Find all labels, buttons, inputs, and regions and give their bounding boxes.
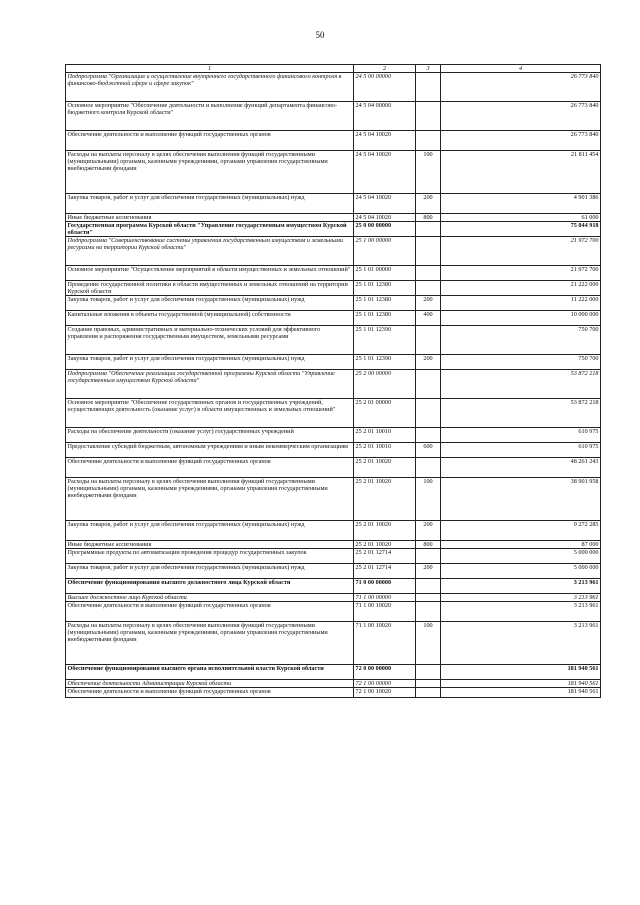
row-code-cell: 25 1 01 00000 — [354, 266, 416, 281]
row-code-cell: 71 0 00 00000 — [354, 579, 416, 594]
row-code-cell: 25 1 00 00000 — [354, 237, 416, 266]
row-expense-type-cell — [416, 399, 441, 428]
row-code-cell: 25 1 01 12390 — [354, 355, 416, 370]
row-code-cell: 25 2 01 10010 — [354, 428, 416, 443]
row-expense-type-cell: 200 — [416, 194, 441, 214]
table-row — [66, 102, 601, 131]
row-amount-cell: 26 773 840 — [441, 102, 601, 131]
table-row — [66, 222, 601, 237]
row-amount-cell: 610 975 — [441, 443, 601, 458]
row-amount-cell: 3 213 961 — [441, 594, 601, 602]
row-amount-cell: 21 972 700 — [441, 266, 601, 281]
row-amount-cell: 11 222 000 — [441, 296, 601, 311]
row-name-cell: Программные продукты по автоматизации проведения процедур государственных закупок — [66, 549, 354, 564]
row-amount-cell: 53 872 218 — [441, 370, 601, 399]
row-amount-cell: 5 000 000 — [441, 549, 601, 564]
row-amount-cell: 3 213 961 — [441, 579, 601, 594]
row-name-cell: Предоставление субсидий бюджетным, автономным учреждениям и иным некоммерческим организациям — [66, 443, 354, 458]
row-expense-type-cell — [416, 688, 441, 698]
row-expense-type-cell — [416, 602, 441, 622]
table-row — [66, 458, 601, 478]
row-code-cell: 24 5 04 10020 — [354, 131, 416, 151]
row-name-cell: Подпрограмма "Совершенствование системы управления государственным имуществом и земельными ресурсами на территории Курской области" — [66, 237, 354, 266]
row-name-cell: Основное мероприятие "Осуществление мероприятий в области имущественных и земельных отношений" — [66, 266, 354, 281]
row-amount-cell: 53 872 218 — [441, 399, 601, 428]
row-expense-type-cell: 200 — [416, 564, 441, 579]
row-name-cell: Обеспечение деятельности и выполнение функций государственных органов — [66, 131, 354, 151]
table-row — [66, 579, 601, 594]
row-name-cell: Подпрограмма "Обеспечение реализации государственной программы Курской области "Управление государственным имуществом Курской области" — [66, 370, 354, 399]
row-expense-type-cell — [416, 73, 441, 102]
row-expense-type-cell — [416, 326, 441, 355]
row-code-cell: 25 1 01 12380 — [354, 281, 416, 296]
row-amount-cell: 38 901 958 — [441, 478, 601, 521]
table-row — [66, 237, 601, 266]
row-name-cell: Расходы на выплаты персоналу в целях обеспечения выполнения функций государственными (муниципальными) органами, казенными учреждениями, органами управления государственными внебюджетными фондами — [66, 151, 354, 194]
row-code-cell: 24 5 04 10020 — [354, 151, 416, 194]
page-number: 50 — [315, 30, 325, 40]
row-amount-cell: 87 000 — [441, 541, 601, 549]
row-name-cell: Основное мероприятие "Обеспечение деятельности и выполнение функций департамента финансово-бюджетного контроля Курской области" — [66, 102, 354, 131]
row-name-cell: Проведение государственной политики в области имущественных и земельных отношений на территории Курской области — [66, 281, 354, 296]
row-name-cell: Обеспечение деятельности и выполнение функций государственных органов — [66, 602, 354, 622]
row-name-cell: Обеспечение деятельности и выполнение функций государственных органов — [66, 458, 354, 478]
row-expense-type-cell: 200 — [416, 296, 441, 311]
row-amount-cell: 3 213 961 — [441, 622, 601, 665]
row-expense-type-cell: 200 — [416, 355, 441, 370]
row-name-cell: Расходы на выплаты персоналу в целях обеспечения выполнения функций государственными (муниципальными) органами, казенными учреждениями, органами управления государственными внебюджетными фондами — [66, 478, 354, 521]
row-expense-type-cell — [416, 680, 441, 688]
table-row — [66, 326, 601, 355]
table-row — [66, 443, 601, 458]
row-amount-cell: 21 972 700 — [441, 237, 601, 266]
row-name-cell: Подпрограмма "Организация и осуществление внутреннего государственного финансового контроля в финансово-бюджетной сфере и сфере закупок" — [66, 73, 354, 102]
row-expense-type-cell — [416, 370, 441, 399]
row-code-cell: 25 2 01 10020 — [354, 478, 416, 521]
table-row — [66, 355, 601, 370]
row-code-cell: 25 2 01 10020 — [354, 541, 416, 549]
row-code-cell: 25 1 01 12380 — [354, 311, 416, 326]
row-expense-type-cell — [416, 428, 441, 443]
row-code-cell: 25 2 01 00000 — [354, 399, 416, 428]
row-amount-cell: 3 213 961 — [441, 602, 601, 622]
row-code-cell: 24 5 04 10020 — [354, 214, 416, 222]
row-expense-type-cell — [416, 579, 441, 594]
budget-table — [65, 64, 601, 698]
table-row — [66, 399, 601, 428]
row-code-cell: 25 0 00 00000 — [354, 222, 416, 237]
table-row — [66, 541, 601, 549]
row-expense-type-cell — [416, 458, 441, 478]
table-row — [66, 594, 601, 602]
row-expense-type-cell — [416, 549, 441, 564]
row-expense-type-cell — [416, 102, 441, 131]
table-row — [66, 564, 601, 579]
table-row — [66, 311, 601, 326]
table-row — [66, 665, 601, 680]
row-code-cell: 24 5 00 00000 — [354, 73, 416, 102]
row-amount-cell: 181 940 561 — [441, 665, 601, 680]
row-amount-cell: 26 773 840 — [441, 73, 601, 102]
row-name-cell: Основное мероприятие "Обеспечение государственных органов и государственных учреждений, осуществляющих деятельность (оказание услуг) в области имущественных и земельных отношений" — [66, 399, 354, 428]
row-expense-type-cell: 800 — [416, 541, 441, 549]
row-code-cell: 72 0 00 00000 — [354, 665, 416, 680]
header-cell-name: 1 — [66, 65, 354, 73]
table-row — [66, 214, 601, 222]
row-code-cell: 71 1 00 00000 — [354, 594, 416, 602]
row-amount-cell: 4 901 386 — [441, 194, 601, 214]
row-expense-type-cell: 600 — [416, 443, 441, 458]
table-row — [66, 73, 601, 102]
header-cell-code: 2 — [354, 65, 416, 73]
row-code-cell: 25 2 01 10010 — [354, 443, 416, 458]
row-name-cell: Обеспечение функционирования высшего органа исполнительной власти Курской области — [66, 665, 354, 680]
table-row — [66, 549, 601, 564]
row-expense-type-cell — [416, 222, 441, 237]
row-expense-type-cell — [416, 665, 441, 680]
row-amount-cell: 61 000 — [441, 214, 601, 222]
row-amount-cell: 10 000 000 — [441, 311, 601, 326]
row-name-cell: Закупка товаров, работ и услуг для обеспечения государственных (муниципальных) нужд — [66, 296, 354, 311]
table-row — [66, 266, 601, 281]
table-row — [66, 428, 601, 443]
table-row — [66, 151, 601, 194]
row-name-cell: Государственная программа Курской области "Управление государственным имуществом Курской области" — [66, 222, 354, 237]
row-code-cell: 71 1 00 10020 — [354, 622, 416, 665]
row-name-cell: Закупка товаров, работ и услуг для обеспечения государственных (муниципальных) нужд — [66, 355, 354, 370]
row-amount-cell: 610 975 — [441, 428, 601, 443]
table-row — [66, 521, 601, 541]
row-code-cell: 24 5 04 10020 — [354, 194, 416, 214]
row-expense-type-cell: 200 — [416, 521, 441, 541]
row-expense-type-cell — [416, 237, 441, 266]
row-code-cell: 25 1 01 12390 — [354, 326, 416, 355]
row-amount-cell: 48 261 243 — [441, 458, 601, 478]
row-expense-type-cell: 400 — [416, 311, 441, 326]
row-code-cell: 71 1 00 10020 — [354, 602, 416, 622]
row-code-cell: 25 2 01 10020 — [354, 521, 416, 541]
table-body — [66, 73, 601, 698]
row-name-cell: Расходы на обеспечение деятельности (оказание услуг) государственных учреждений — [66, 428, 354, 443]
row-name-cell: Закупка товаров, работ и услуг для обеспечения государственных (муниципальных) нужд — [66, 521, 354, 541]
row-name-cell: Создание правовых, административных и материально-технических условий для эффективного управления и распоряжения государственным имуществом, земельными ресурсами — [66, 326, 354, 355]
row-expense-type-cell — [416, 266, 441, 281]
row-amount-cell: 750 700 — [441, 326, 601, 355]
table-header-row — [66, 65, 601, 73]
row-code-cell: 25 2 01 12714 — [354, 549, 416, 564]
row-code-cell: 25 2 00 00000 — [354, 370, 416, 399]
row-amount-cell: 181 940 561 — [441, 688, 601, 698]
row-name-cell: Обеспечение деятельности и выполнение функций государственных органов — [66, 688, 354, 698]
row-code-cell: 72 1 00 00000 — [354, 680, 416, 688]
row-code-cell: 25 2 01 10020 — [354, 458, 416, 478]
row-amount-cell: 9 272 285 — [441, 521, 601, 541]
table-row — [66, 296, 601, 311]
table-row — [66, 281, 601, 296]
row-name-cell: Высшее должностное лицо Курской области — [66, 594, 354, 602]
row-expense-type-cell — [416, 281, 441, 296]
row-name-cell: Капитальные вложения в объекты государственной (муниципальной) собственности — [66, 311, 354, 326]
row-expense-type-cell — [416, 131, 441, 151]
row-name-cell: Обеспечение функционирования высшего должностного лица Курской области — [66, 579, 354, 594]
row-amount-cell: 750 700 — [441, 355, 601, 370]
row-amount-cell: 26 773 840 — [441, 131, 601, 151]
row-amount-cell: 21 222 000 — [441, 281, 601, 296]
row-code-cell: 25 1 01 12380 — [354, 296, 416, 311]
table-row — [66, 688, 601, 698]
row-code-cell: 25 2 01 12714 — [354, 564, 416, 579]
table-row — [66, 602, 601, 622]
row-code-cell: 72 1 00 10020 — [354, 688, 416, 698]
row-name-cell: Закупка товаров, работ и услуг для обеспечения государственных (муниципальных) нужд — [66, 194, 354, 214]
row-name-cell: Иные бюджетные ассигнования — [66, 214, 354, 222]
header-cell-amount: 4 — [441, 65, 601, 73]
table-row — [66, 131, 601, 151]
row-name-cell: Расходы на выплаты персоналу в целях обеспечения выполнения функций государственными (муниципальными) органами, казенными учреждениями, органами управления государственными внебюджетными фондами — [66, 622, 354, 665]
row-amount-cell: 5 000 000 — [441, 564, 601, 579]
row-amount-cell: 181 940 561 — [441, 680, 601, 688]
row-name-cell: Иные бюджетные ассигнования — [66, 541, 354, 549]
row-name-cell: Обеспечение деятельности Администрации Курской области — [66, 680, 354, 688]
row-expense-type-cell: 100 — [416, 622, 441, 665]
table-row — [66, 194, 601, 214]
row-expense-type-cell: 100 — [416, 151, 441, 194]
table-row — [66, 622, 601, 665]
row-expense-type-cell — [416, 594, 441, 602]
row-expense-type-cell: 100 — [416, 478, 441, 521]
table-row — [66, 370, 601, 399]
table-row — [66, 680, 601, 688]
row-code-cell: 24 5 04 00000 — [354, 102, 416, 131]
table-row — [66, 478, 601, 521]
row-expense-type-cell: 800 — [416, 214, 441, 222]
header-cell-expense-type: 3 — [416, 65, 441, 73]
row-amount-cell: 21 811 454 — [441, 151, 601, 194]
row-amount-cell: 75 844 918 — [441, 222, 601, 237]
row-name-cell: Закупка товаров, работ и услуг для обеспечения государственных (муниципальных) нужд — [66, 564, 354, 579]
